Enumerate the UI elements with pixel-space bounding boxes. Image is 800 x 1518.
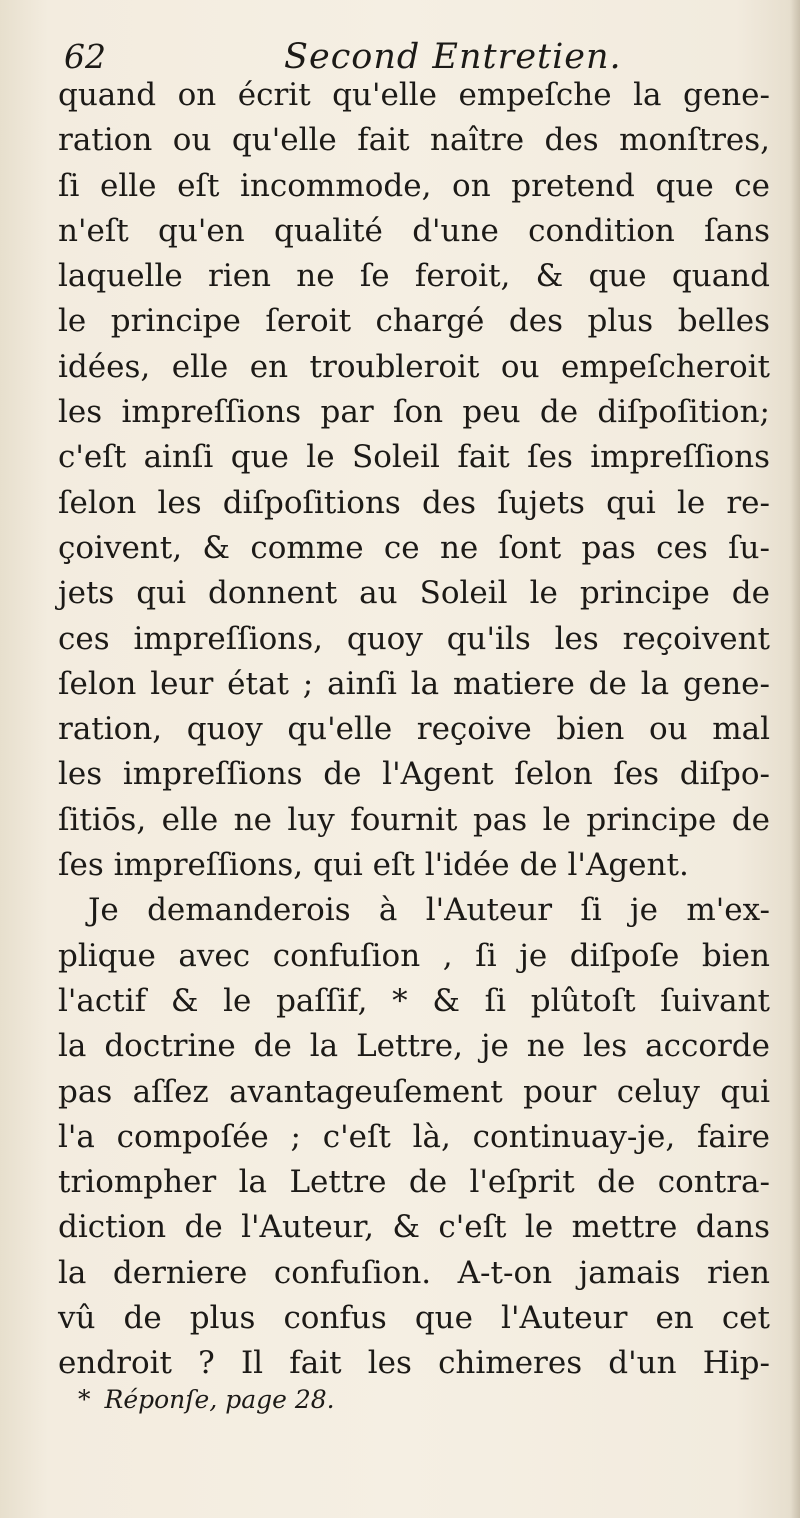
text-line: l'a compoſée ; c'eſt là, continuay-je, faire <box>58 1118 770 1155</box>
text-line: la doctrine de la Lettre, je ne les accorde <box>58 1028 770 1065</box>
text-line: pas aſſez avantageuſement pour celuy qui <box>58 1073 770 1110</box>
text-line: ration, quoy qu'elle reçoive bien ou mal <box>58 711 770 748</box>
running-title: Second Entretien. <box>284 37 622 77</box>
text-line: Je demanderois à l'Auteur ſi je m'ex- <box>88 892 770 929</box>
text-line: idées, elle en troubleroit ou empeſcheroit <box>58 348 770 385</box>
text-line: triompher la Lettre de l'eſprit de contra- <box>58 1164 770 1201</box>
text-line: plique avec confuſion , ſi je diſpoſe bien <box>58 937 770 974</box>
text-line: les impreſſions par ſon peu de diſpoſition; <box>58 394 770 431</box>
text-line: laquelle rien ne ſe feroit, & que quand <box>58 258 770 295</box>
footnote-marker: * <box>78 1385 91 1414</box>
text-line: endroit ? Il fait les chimeres d'un Hip- <box>58 1345 770 1382</box>
body-text <box>58 73 770 1387</box>
text-line: ſi elle eſt incommode, on pretend que ce <box>58 167 770 204</box>
text-line: c'eſt ainſi que le Soleil fait ſes impreſſions <box>58 439 770 476</box>
text-line: ces impreſſions, quoy qu'ils les reçoivent <box>58 620 770 657</box>
text-line: n'eſt qu'en qualité d'une condition ſans <box>58 212 770 249</box>
text-line: çoivent, & comme ce ne ſont pas ces ſu- <box>58 529 770 566</box>
text-line: le principe ſeroit chargé des plus belles <box>58 303 770 340</box>
footnote-text: Réponſe, page 28. <box>104 1385 335 1414</box>
page-number: 62 <box>64 37 106 76</box>
text-line: vû de plus confus que l'Auteur en cet <box>58 1300 770 1337</box>
text-line: ſes impreſſions, qui eſt l'idée de l'Agent. <box>58 847 689 884</box>
text-line: la derniere confuſion. A-t-on jamais rien <box>58 1254 770 1291</box>
text-line: ſelon les diſpoſitions des ſujets qui le re- <box>58 484 770 521</box>
text-line: ſelon leur état ; ainſi la matiere de la gene- <box>58 665 770 702</box>
text-line: l'actif & le paſſif, * & ſi plûtoſt ſuivant <box>58 982 770 1019</box>
text-line: les impreſſions de l'Agent ſelon ſes diſpo- <box>58 756 770 793</box>
text-line: jets qui donnent au Soleil le principe de <box>58 575 770 612</box>
text-line: ſitiōs, elle ne luy fournit pas le principe de <box>58 801 770 838</box>
text-line: diction de l'Auteur, & c'eſt le mettre dans <box>58 1209 770 1246</box>
page-edge-shadow <box>790 0 800 1518</box>
footnote <box>78 1382 335 1418</box>
text-line: quand on écrit qu'elle empeſche la gene- <box>58 77 770 113</box>
text-line: ration ou qu'elle fait naître des monſtres, <box>58 122 770 159</box>
